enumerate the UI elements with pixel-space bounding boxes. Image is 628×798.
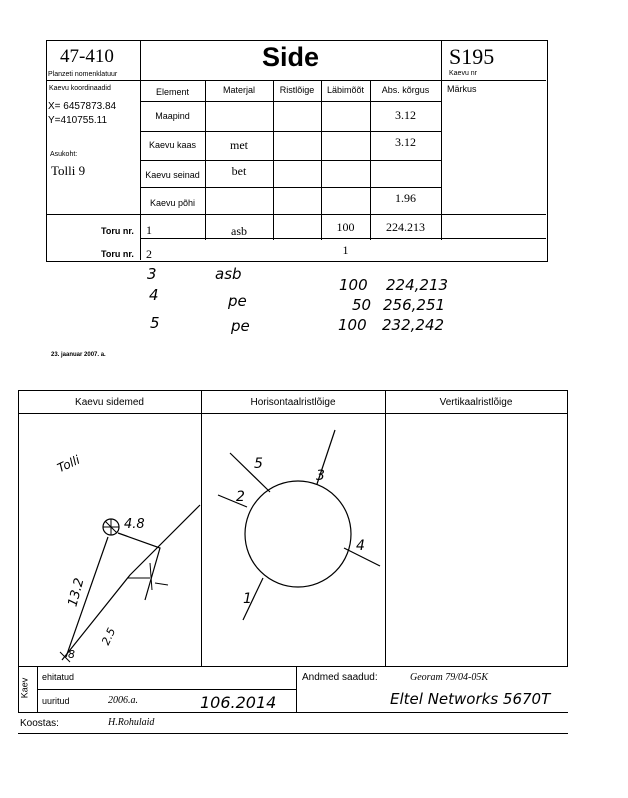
- row-element: Maapind: [155, 111, 190, 121]
- well-cross-section-circle: [245, 481, 351, 587]
- hand-pipe-nr: 3: [147, 265, 157, 283]
- hand-pipe-diameter: 50: [352, 296, 372, 314]
- pipe-height: 224.213: [386, 220, 425, 234]
- hand-pipe-height: 224,213: [386, 276, 449, 294]
- date-note: 23. jaanuar 2007. a.: [51, 352, 106, 358]
- col-header-element: Element: [155, 87, 190, 97]
- hand-pipe-diameter: 100: [339, 276, 368, 294]
- pipe-line: [230, 453, 270, 492]
- pipe-label: Toru nr.: [101, 249, 134, 259]
- pipe-number-label: 3: [316, 468, 325, 484]
- col-header-material: Materjal: [222, 85, 255, 95]
- x-coordinate: X= 6457873.84: [48, 101, 117, 112]
- pipe-material: asb: [231, 224, 247, 238]
- data-from-hand: Eltel Networks 5670T: [390, 690, 551, 708]
- row-height: 3.12: [395, 135, 416, 149]
- row-element: Kaevu kaas: [148, 140, 197, 150]
- street-label: Tolli: [55, 452, 83, 476]
- page-title: Side: [261, 42, 320, 72]
- sheet-code: 47-410: [60, 46, 114, 67]
- hand-pipe-material: pe: [231, 317, 250, 335]
- pipe-diameter: 100: [336, 220, 355, 234]
- y-coordinate: Y=410755.11: [48, 115, 108, 126]
- well-code: S195: [449, 44, 495, 69]
- pipe-nr: 1: [146, 223, 152, 237]
- divider: [37, 689, 297, 690]
- distance-label: 2.5: [99, 625, 119, 648]
- hand-pipe-height: 256,251: [383, 296, 446, 314]
- well-label: Kaevu nr: [449, 70, 478, 77]
- col-header-height: Abs. kõrgus: [381, 85, 430, 95]
- sheet-label: Planzeti nomenklatuur: [48, 71, 118, 78]
- compiled-value: H.Rohulaid: [108, 717, 155, 728]
- row-element: Kaevu põhi: [149, 198, 196, 208]
- row-height: 1.96: [395, 191, 416, 205]
- surveyed-value: 2006.a.: [108, 695, 138, 706]
- section-title-vertical: Vertikaalristlõige: [439, 397, 513, 408]
- hand-pipe-height: 232,242: [382, 316, 445, 334]
- col-header-notes: Märkus: [447, 84, 477, 94]
- hand-pipe-diameter: 100: [338, 316, 367, 334]
- pipe-nr: 2: [146, 247, 152, 261]
- hand-pipe-nr: 5: [150, 314, 160, 332]
- row-material: met: [230, 138, 248, 152]
- col-header-diameter: Läbimõõt: [326, 85, 365, 95]
- distance-label: 8: [68, 648, 75, 661]
- distance-label: 13.2: [65, 576, 88, 609]
- pipe-number-label: 5: [254, 456, 263, 472]
- row-material: bet: [231, 164, 247, 178]
- data-from-label: Andmed saadud:: [302, 672, 378, 683]
- surveyed-hand: 106.2014: [200, 693, 277, 712]
- row-element: Kaevu seinad: [145, 170, 200, 180]
- divider: [296, 666, 297, 713]
- pipe-diameter: 1: [342, 243, 349, 257]
- hand-pipe-nr: 4: [149, 286, 159, 304]
- pipe-number-label: 4: [356, 538, 365, 554]
- data-from-value: Georam 79/04-05K: [410, 672, 489, 683]
- hand-pipe-material: pe: [228, 292, 247, 310]
- surveyed-label: uuritud: [42, 696, 70, 706]
- distance-label: 4.8: [124, 517, 145, 532]
- side-label: Kaev: [19, 677, 30, 699]
- built-label: ehitatud: [42, 672, 75, 682]
- pipe-number-label: 1: [243, 591, 252, 607]
- section-title-links: Kaevu sidemed: [75, 397, 144, 408]
- location-label: Asukoht:: [50, 151, 78, 158]
- divider: [18, 733, 568, 734]
- pipe-label: Toru nr.: [101, 226, 134, 236]
- coord-label: Kaevu koordinaadid: [49, 85, 111, 92]
- section-title-horizontal: Horisontaalristlõige: [250, 397, 336, 408]
- divider: [18, 712, 568, 713]
- row-height: 3.12: [395, 108, 416, 122]
- col-header-cross-section: Ristlõige: [279, 85, 315, 95]
- hand-pipe-material: asb: [215, 265, 242, 283]
- compiled-label: Koostas:: [20, 718, 59, 729]
- pipe-number-label: 2: [236, 489, 245, 505]
- location-value: Tolli 9: [51, 163, 86, 178]
